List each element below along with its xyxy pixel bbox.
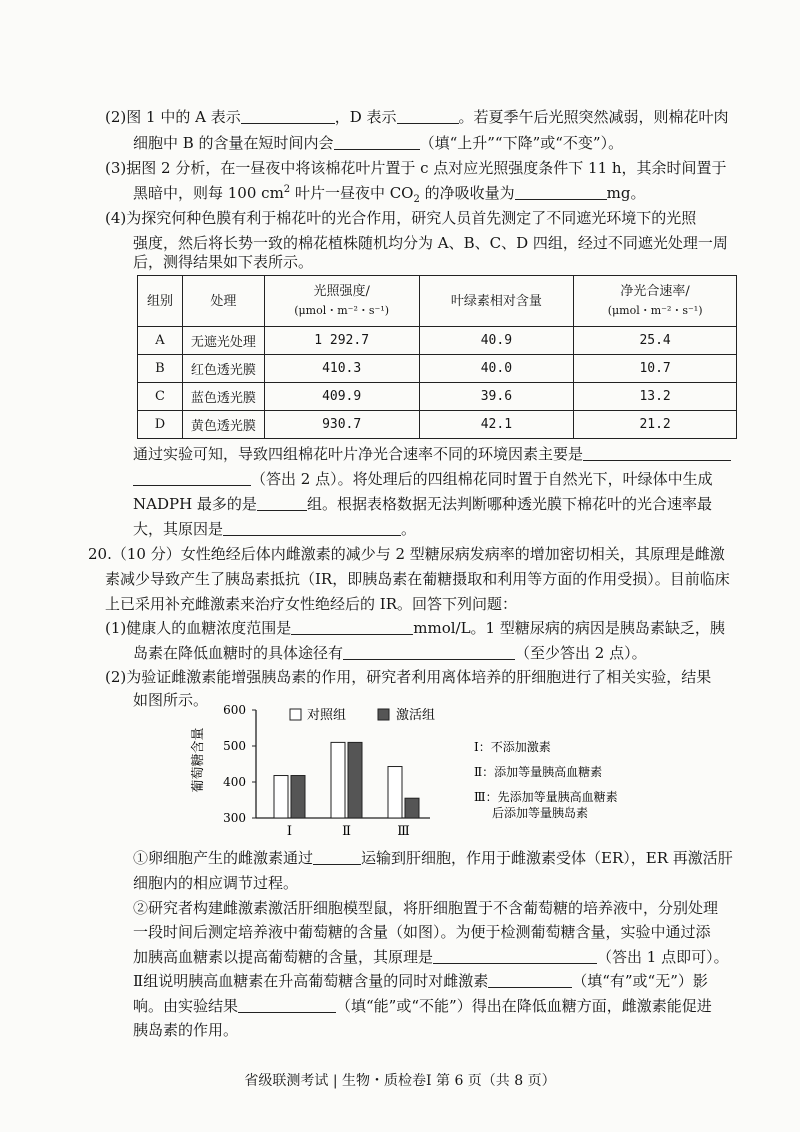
q20-sub1-line2: 细胞内的相应调节过程。 bbox=[133, 874, 299, 892]
q20-part1-line1: (1)健康人的血糖浓度范围是 mmol/L。1 型糖尿病的病因是胰岛素缺乏，胰 bbox=[105, 619, 725, 637]
y-tick-label: 400 bbox=[223, 775, 246, 789]
q19-part4-line3: 后，测得结果如下表所示。 bbox=[133, 253, 314, 271]
answer-blank-effect[interactable] bbox=[488, 971, 572, 988]
x-category-label: Ⅲ bbox=[397, 824, 410, 839]
glucose-bar-chart bbox=[190, 700, 660, 840]
page-footer: 省级联测考试 | 生物・质检卷Ⅰ 第 6 页（共 8 页） bbox=[244, 1073, 556, 1089]
table-row: A 无遮光处理 1 292.7 40.9 25.4 bbox=[138, 327, 737, 355]
legend-swatch-control bbox=[290, 709, 301, 720]
q19-part2-line1: (2)图 1 中的 A 表示 ，D 表示 。若夏季午后光照突然减弱，则棉花叶肉 bbox=[105, 108, 729, 126]
header-chlorophyll: 叶绿素相对含量 bbox=[419, 276, 574, 327]
legend-activated: 激活组 bbox=[396, 708, 436, 723]
header-group: 组别 bbox=[138, 276, 183, 327]
answer-blank-factors[interactable] bbox=[583, 444, 731, 461]
q20-sub2-line6: 胰岛素的作用。 bbox=[133, 1021, 239, 1039]
q20-sub2-line2: 一段时间后测定培养液中葡萄糖的含量（如图）。为便于检测葡萄糖含量，实验中通过添 bbox=[133, 923, 711, 941]
y-tick-label: 600 bbox=[223, 703, 246, 717]
answer-blank-reason[interactable] bbox=[223, 519, 401, 536]
y-tick-label: 300 bbox=[223, 811, 246, 825]
bar-control-1 bbox=[274, 776, 288, 818]
note-iii: Ⅲ：先添加等量胰高血糖素 bbox=[474, 790, 618, 804]
header-treatment: 处理 bbox=[182, 276, 264, 327]
q20-sub2-line4: Ⅱ组说明胰高血糖素在升高葡萄糖含量的同时对雌激素 （填“有”或“无”）影 bbox=[133, 972, 708, 990]
q19-part2-line2: 细胞中 B 的含量在短时间内会 （填“上升”“下降”或“不变”）。 bbox=[133, 134, 624, 152]
q20-sub2-line3: 加胰高血糖素以提高葡萄糖的含量，其原理是 （答出 1 点即可）。 bbox=[133, 948, 729, 966]
bar-activated-1 bbox=[291, 776, 305, 818]
q20-stem-line2: 素减少导致产生了胰岛素抵抗（IR，即胰岛素在葡糖摄取和利用等方面的作用受损）。目前临床 bbox=[105, 570, 730, 588]
answer-blank-transport[interactable] bbox=[313, 848, 361, 865]
legend-swatch-activated bbox=[378, 709, 389, 720]
q20-stem-line3: 上已采用补充雌激素来治疗女性绝经后的 IR。回答下列问题： bbox=[105, 595, 517, 613]
answer-blank-factors-cont[interactable] bbox=[133, 469, 251, 486]
answer-blank-conclusion[interactable] bbox=[238, 996, 336, 1013]
q20-sub1-line1: ①卵细胞产生的雌激素通过 运输到肝细胞，作用于雌激素受体（ER），ER 再激活肝 bbox=[133, 849, 733, 867]
q20-sub2-line1: ②研究者构建雌激素激活肝细胞模型鼠，将肝细胞置于不含葡萄糖的培养液中，分别处理 bbox=[133, 899, 719, 917]
q19-part3-line2: 黑暗中，则每 100 $cm^2$ 叶片一昼夜中 $CO_2$ 的净吸收量为 mg。 bbox=[133, 184, 646, 205]
x-category-label: Ⅱ bbox=[342, 824, 351, 839]
answer-blank-principle[interactable] bbox=[433, 947, 597, 964]
answer-blank-a[interactable] bbox=[241, 107, 335, 124]
header-net-photosynthesis: 净光合速率/ (μmol・m⁻²・s⁻¹) bbox=[574, 276, 737, 327]
q19-part4-line6: NADPH 最多的是 组。根据表格数据无法判断哪种透光膜下棉花叶的光合速率最 bbox=[133, 495, 712, 513]
q19-part4-line5: （答出 2 点）。将处理后的四组棉花同时置于自然光下，叶绿体中生成 bbox=[133, 468, 713, 490]
answer-blank-glucose-range[interactable] bbox=[291, 618, 413, 635]
answer-blank-b-content[interactable] bbox=[334, 133, 420, 150]
answer-blank-nadph-group[interactable] bbox=[257, 494, 307, 511]
q19-part4-line7: 大，其原因是 。 bbox=[133, 520, 417, 538]
bar-control-2 bbox=[331, 742, 345, 818]
answer-blank-co2[interactable] bbox=[515, 183, 607, 200]
table-row: B 红色透光膜 410.3 40.0 10.7 bbox=[138, 355, 737, 383]
y-axis-label: 葡萄糖含量 bbox=[191, 727, 206, 793]
q19-part4-line1: (4)为探究何种色膜有利于棉花叶的光合作用，研究人员首先测定了不同遮光环境下的光照 bbox=[105, 209, 697, 227]
table-row: C 蓝色透光膜 409.9 39.6 13.2 bbox=[138, 383, 737, 411]
q20-stem-line1: 20.（10 分）女性绝经后体内雌激素的减少与 2 型糖尿病发病率的增加密切相关，其原理是雌激 bbox=[88, 545, 725, 563]
note-i: Ⅰ：不添加激素 bbox=[474, 740, 551, 754]
note-iii-cont: 后添加等量胰岛素 bbox=[492, 806, 589, 820]
q20-part2-line1: (2)为验证雌激素能增强胰岛素的作用，研究者利用离体培养的肝细胞进行了相关实验，结果 bbox=[105, 668, 712, 686]
bar-activated-2 bbox=[348, 742, 362, 818]
table-row: D 黄色透光膜 930.7 42.1 21.2 bbox=[138, 411, 737, 439]
bar-control-3 bbox=[388, 767, 402, 818]
x-category-label: Ⅰ bbox=[286, 824, 293, 839]
shading-results-table bbox=[137, 275, 737, 439]
q20-part2-line2: 如图所示。 bbox=[133, 691, 209, 709]
table-header-row bbox=[138, 276, 737, 327]
legend-control: 对照组 bbox=[307, 708, 347, 723]
q19-part4-line4: 通过实验可知，导致四组棉花叶片净光合速率不同的环境因素主要是 bbox=[133, 443, 731, 465]
q20-sub2-line5: 响。由实验结果 （填“能”或“不能”）得出在降低血糖方面，雌激素能促进 bbox=[133, 997, 712, 1015]
bar-activated-3 bbox=[405, 798, 419, 818]
answer-blank-insulin-pathways[interactable] bbox=[343, 643, 515, 660]
note-ii: Ⅱ：添加等量胰高血糖素 bbox=[474, 765, 603, 779]
answer-blank-d[interactable] bbox=[397, 107, 459, 124]
header-light-intensity: 光照强度/ (μmol・m⁻²・s⁻¹) bbox=[264, 276, 419, 327]
y-tick-label: 500 bbox=[223, 739, 246, 753]
q19-part4-line2: 强度，然后将长势一致的棉花植株随机均分为 A、B、C、D 四组，经过不同遮光处理一周 bbox=[133, 234, 728, 252]
q20-part1-line2: 岛素在降低血糖时的具体途径有 （至少答出 2 点）。 bbox=[133, 644, 647, 662]
q19-part3-line1: (3)据图 2 分析，在一昼夜中将该棉花叶片置于 c 点对应光照强度条件下 11 h，其余时间置于 bbox=[105, 159, 727, 177]
